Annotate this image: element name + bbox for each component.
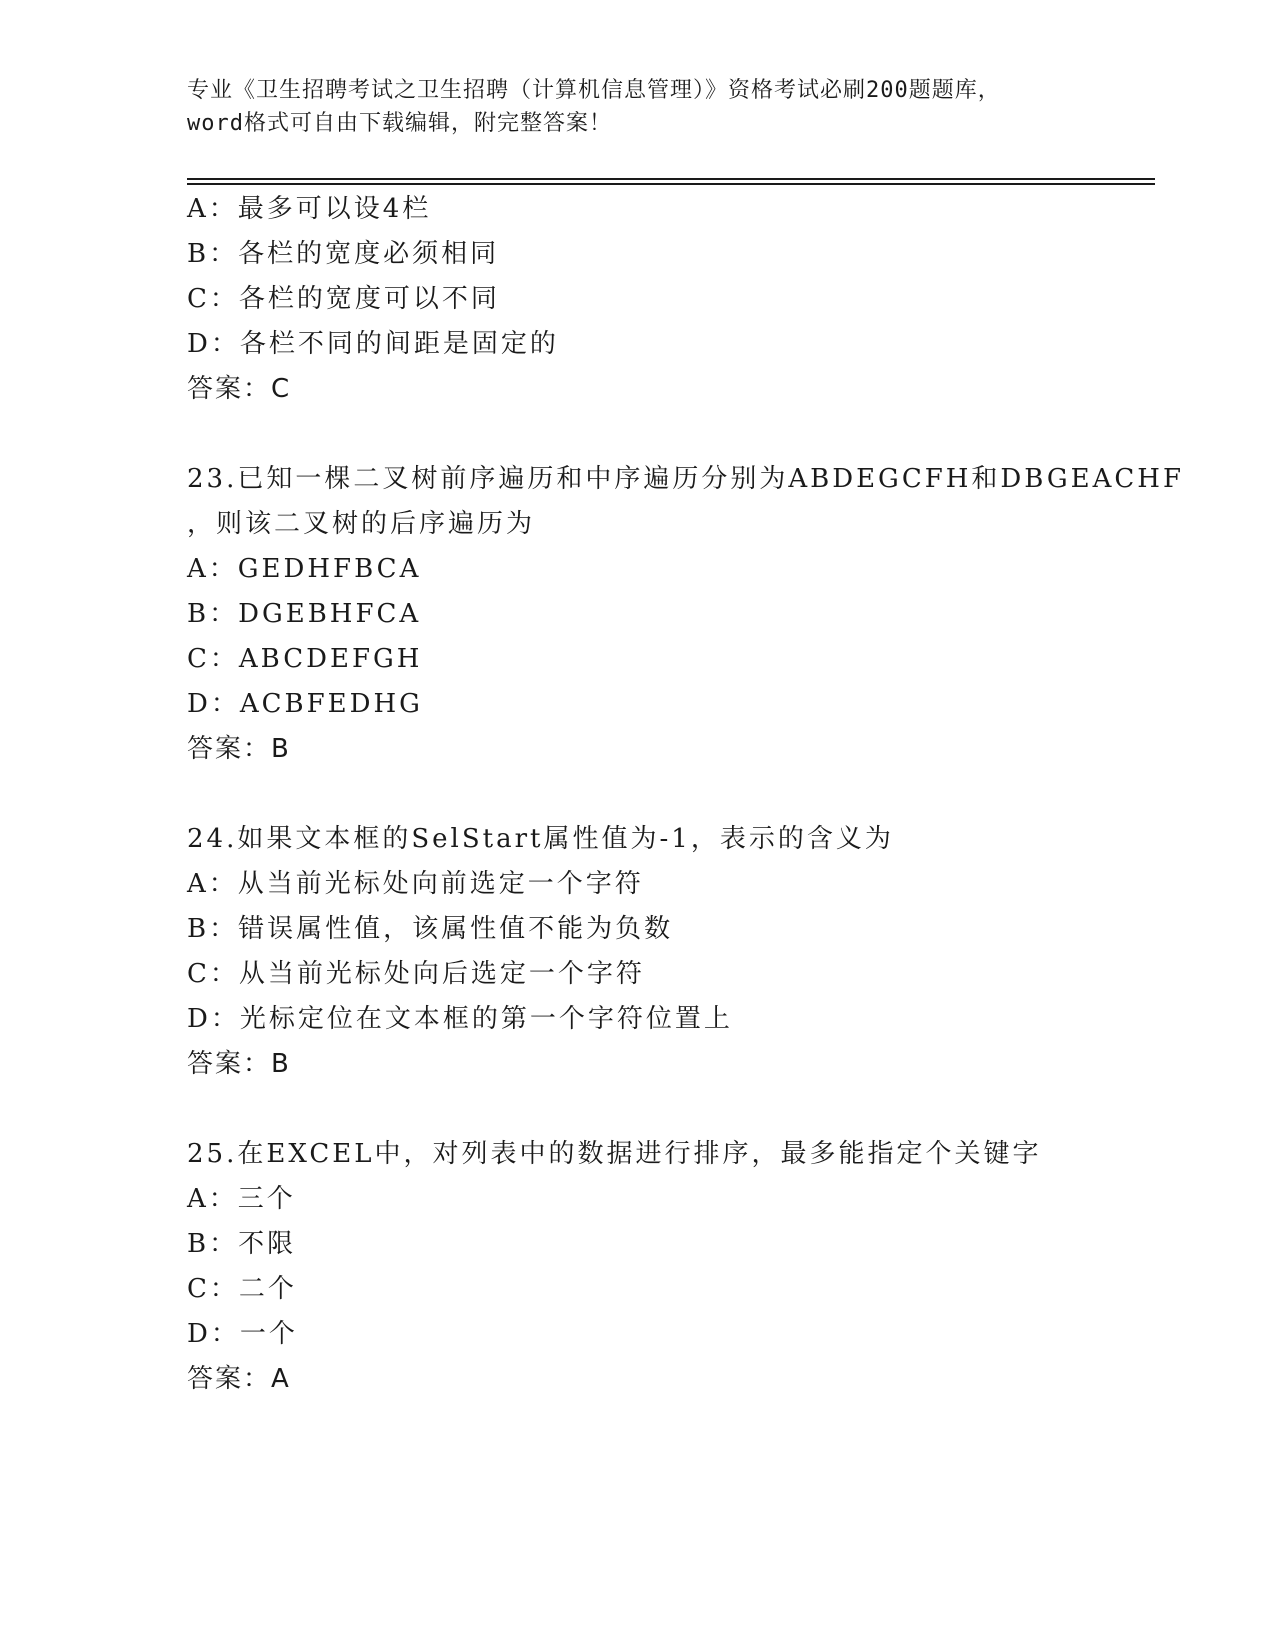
q23-answer: 答案：B [187,734,291,764]
q22-answer: 答案：C [187,374,292,404]
q25-option-c: C：二个 [187,1274,297,1304]
q24-answer: 答案：B [187,1049,291,1079]
q22-option-b: B：各栏的宽度必须相同 [187,239,500,269]
header-line-2: word格式可自由下载编辑，附完整答案！ [187,111,612,136]
q23-stem-line-2: ，则该二叉树的后序遍历为 [187,509,536,539]
q24-option-c: C：从当前光标处向后选定一个字符 [187,959,645,989]
header-divider-top [187,178,1155,180]
header-divider-bottom [187,183,1155,185]
q24-stem: 24.如果文本框的SelStart属性值为-1，表示的含义为 [187,824,894,854]
q24-option-a: A：从当前光标处向前选定一个字符 [187,869,644,899]
q22-option-d: D：各栏不同的间距是固定的 [187,329,559,359]
q23-option-c: C：ABCDEFGH [187,644,423,674]
q25-option-d: D：一个 [187,1319,298,1349]
document-header [187,74,1087,140]
q25-stem: 25.在EXCEL中，对列表中的数据进行排序，最多能指定个关键字 [187,1139,1042,1169]
q22-option-a: A：最多可以设4栏 [187,194,432,224]
header-line-1: 专业《卫生招聘考试之卫生招聘（计算机信息管理）》资格考试必刷200题题库， [187,78,1001,103]
q25-option-b: B：不限 [187,1229,297,1259]
q23-option-d: D：ACBFEDHG [187,689,423,719]
q25-option-a: A：三个 [187,1184,296,1214]
q23-option-b: B：DGEBHFCA [187,599,422,629]
q24-option-b: B：错误属性值，该属性值不能为负数 [187,914,674,944]
q23-stem-line-1: 23.已知一棵二叉树前序遍历和中序遍历分别为ABDEGCFH和DBGEACHF [187,464,1185,494]
q24-option-d: D：光标定位在文本框的第一个字符位置上 [187,1004,733,1034]
q22-option-c: C：各栏的宽度可以不同 [187,284,500,314]
q23-option-a: A：GEDHFBCA [187,554,422,584]
q25-answer: 答案：A [187,1364,291,1394]
